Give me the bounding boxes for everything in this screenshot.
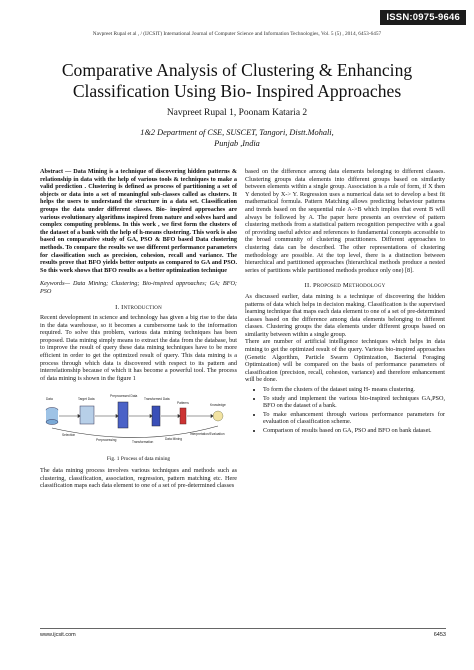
objective-item: • To make enhancement through various performance parameters for evaluation of classification scheme. xyxy=(263,411,445,426)
process-diagram xyxy=(40,386,237,454)
intro-paragraph-2: The data mining process involves various techniques and methods such as clustering, classification, association, regression, pattern matching etc. Here classification maps each data element to one of a set of pre-determined classes xyxy=(40,467,237,490)
right-paragraph-1: based on the difference among data elements belonging to different classes. Clustering groups data elements into different groups based on similarity between elements within a single group. Association is a rule of form, if X then Y denoted by X-> Y. Regression uses a numerical data set to develop a best fit mathematical formula. Pattern Matching allows predicting behaviour patterns and trends based on the sequential rule A->B which implies that event B will always be followed by A. The paper here presents an overview of pattern clustering methods from a statistical pattern recognition perspective with a goal of providing useful advice and references to fundamental concepts accessible to the broad community of clustering practitioners. Different approaches to clustering data can be described. The other representations of clustering methodology are possible. At the top level, there is a distinction between hierarchical and partitioned approaches (hierarchical methods produce a nested series of partitions while partitioned methods produce only one) [8]. xyxy=(245,168,445,274)
keywords: Keywords— Data Mining; Clustering; Bio-inspired approaches; GA; BFO; PSO xyxy=(40,280,237,295)
paper-title: Comparative Analysis of Clustering & Enhancing Classification Using Bio- Inspired Approaches xyxy=(61,60,413,101)
label-data-mining: Data Mining xyxy=(165,437,183,442)
objectives-list xyxy=(245,386,445,435)
intro-paragraph-1: Recent development in science and technology has given a big rise to the data in the data warehouse, so it becomes a cumbersome task to the information required. To solve this problem, various data mining techniques has been proposed. Data mining simply means to extract the data from the database, but to improve the result of query these data mining techniques have to be more efficient in order to get the optimized result of query. This data mining is a process through which data is discovered with respect to its pattern and interrelationship because of which it has become a powerful tool. The process of data mining is shown in the figure 1 xyxy=(40,314,237,382)
label-transformed-data: Transformed Data xyxy=(144,397,170,402)
methodology-paragraph-1: As discussed earlier, data mining is a technique of discovering the hidden patterns of data which helps in decision making. Classification is the supervised learning technique that maps each data element to one of a set of pre-determined classes based on the difference among data elements belonging to different classes. Clustering groups the data elements under different groups based on similarity between within a single group. xyxy=(245,292,445,338)
data-cylinder-icon xyxy=(46,408,58,425)
abstract: Abstract — Data Mining is a technique of discovering hidden patterns & relationship in data with the help of various tools & techniques to make a valid prediction . Clustering is defined as process of partitioning a set of objects or data into a set of meaningful sub-classes called as clusters. It helps the users to understand the structure in a data set. Classification groups the data under different classes. Bio- inspired approaches are various evolutionary algorithms inspired from nature and solves hard and complex computing problems. In this work , we first form the clusters of the dataset of a bank with the help of h-means clustering. This work is also based on comparative study of GA, PSO & BFO based Data clustering methods. To compare the results we use different performance parameters for classification such as precision, cohesion, recall and variance. The results prove that BFO yields better outputs as compared to GA and PSO. So this work shows that BFO results as a better optimization technique xyxy=(40,168,237,274)
right-column xyxy=(245,168,445,436)
authors: Navpreet Rupal 1, Poonam Kataria 2 xyxy=(166,108,308,118)
objective-item: • To study and implement the various bio-inspired techniques GA,PSO, BFO on the dataset of a bank. xyxy=(263,395,445,410)
section-heading-methodology: II. Proposed Methodology xyxy=(304,282,386,290)
label-transformation: Transformation xyxy=(132,440,154,445)
knowledge-icon xyxy=(213,411,223,421)
affiliation-line-2: Punjab ,India xyxy=(214,139,260,148)
methodology-paragraph-2: There are number of artificial intelligence techniques which helps in data mining to get the optimized result of the query. Various bio-inspired approaches (Genetic Algorithm, Particle Swarm Optimization, Bacterial Foraging Optimization) will be compared on the basis of performance parameters of classification (precision, recall, cohesion, variance) and therefore enhancement will be done. xyxy=(245,338,445,384)
patterns-block xyxy=(180,408,186,424)
running-head: Navpreet Rupal et al , / (IJCSIT) International Journal of Computer Science and Information Technologies, Vol. 5 (5) , 2014, 6453-6457 xyxy=(92,31,382,37)
label-preprocessed-data: Preprocessed Data xyxy=(110,394,138,399)
figure-data-mining-process xyxy=(40,386,237,454)
objective-item: • To form the clusters of the dataset using H- means clustering. xyxy=(263,386,445,394)
label-preprocessing: Preprocessing xyxy=(96,438,117,443)
label-selection: Selection xyxy=(62,433,76,438)
issn-badge: ISSN:0975-9646 xyxy=(380,10,466,25)
preprocessed-data-block xyxy=(118,402,128,428)
figure-caption: Fig. 1 Process of data mining xyxy=(106,456,171,463)
label-patterns: Patterns xyxy=(177,401,189,406)
footer-divider xyxy=(40,628,446,629)
affiliation xyxy=(0,127,474,149)
affiliation-line-1: 1&2 Department of CSE, SUSCET, Tangori, Distt.Mohali, xyxy=(140,128,334,137)
transformed-data-block xyxy=(152,406,160,426)
label-knowledge: Knowledge xyxy=(210,403,226,408)
label-target-data: Target Data xyxy=(78,397,95,402)
section-heading-introduction: I. Introduction xyxy=(115,303,162,311)
objective-item: • Comparison of results based on GA, PSO and BFO on bank dataset. xyxy=(263,427,445,435)
label-interpretation: Interpretation/Evaluation xyxy=(190,432,225,437)
footer-url[interactable]: www.ijcsit.com xyxy=(40,632,76,638)
page-number: 6453 xyxy=(433,632,446,638)
label-data: Data xyxy=(46,397,53,402)
left-column xyxy=(40,168,237,490)
target-data-block xyxy=(80,406,94,424)
